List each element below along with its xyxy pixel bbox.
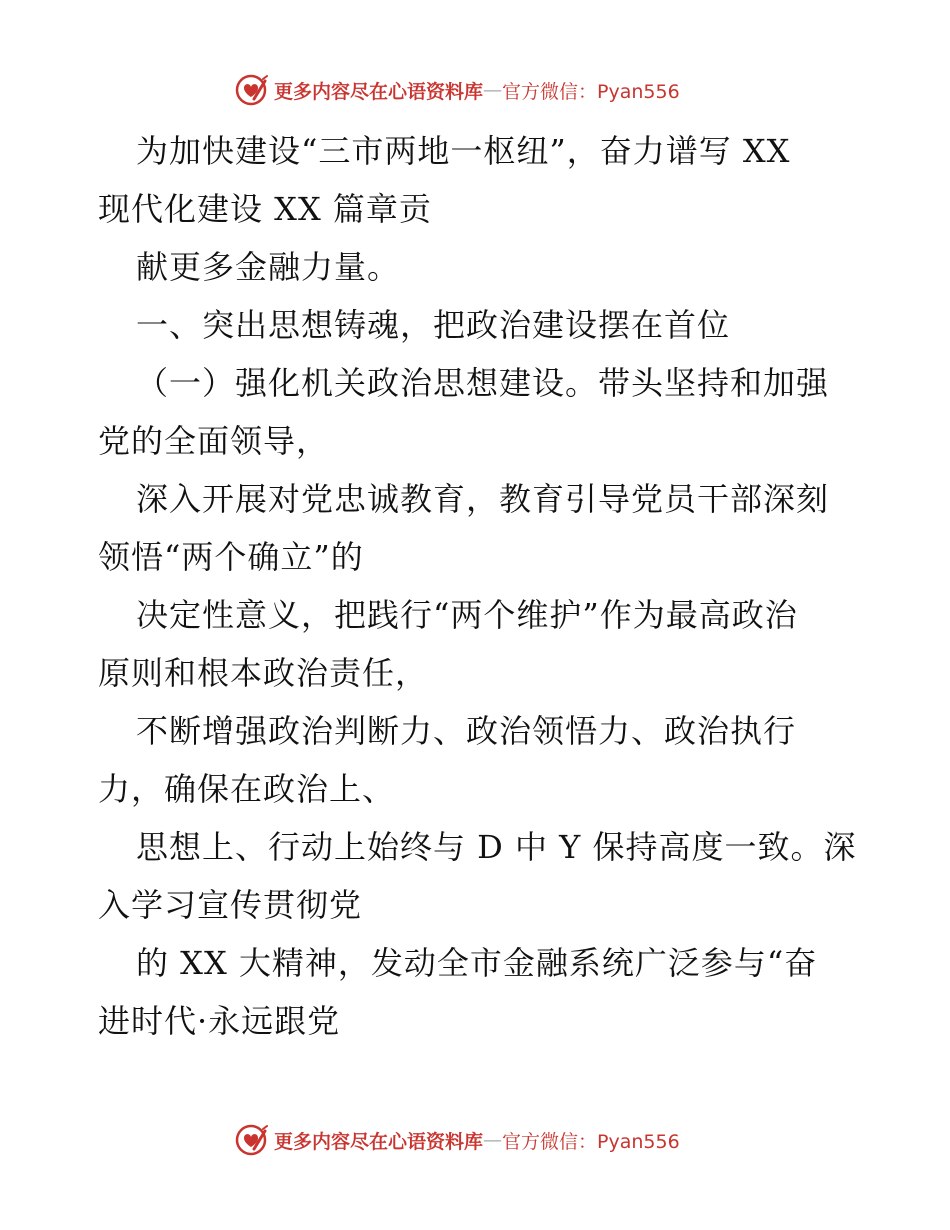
banner-site-name: 更多内容尽在心语资料库: [274, 1130, 484, 1153]
text-line: （一）强化机关政治思想建设。带头坚持和加强: [136, 364, 830, 402]
banner-wechat-info: 官方微信：Pyan556: [502, 1130, 680, 1153]
text-line: 现代化建设 XX 篇章贡: [98, 190, 432, 228]
text-line: 入学习宣传贯彻党: [98, 886, 363, 924]
text-line: 献更多金融力量。: [136, 248, 401, 286]
banner-separator: —: [483, 79, 503, 101]
heart-pen-logo-icon: [234, 1123, 268, 1157]
text-line: 原则和根本政治责任，: [98, 654, 429, 692]
text-line: 的 XX 大精神，发动全市金融系统广泛参与“奋: [136, 944, 818, 982]
footer-banner: [234, 1122, 680, 1158]
banner-wechat-info: 官方微信：Pyan556: [502, 80, 680, 103]
text-line: 思想上、行动上始终与 D 中 Y 保持高度一致。深: [136, 828, 857, 866]
section-heading: 一、突出思想铸魂，把政治建设摆在首位: [136, 306, 731, 344]
heart-pen-logo-icon: [234, 73, 268, 107]
text-line: 领悟“两个确立”的: [98, 538, 364, 576]
text-line: 力，确保在政治上、: [98, 770, 396, 808]
banner-separator: —: [483, 1129, 503, 1151]
text-line: 党的全面领导，: [98, 422, 330, 460]
text-line: 深入开展对党忠诚教育，教育引导党员干部深刻: [136, 480, 830, 518]
text-line: 不断增强政治判断力、政治领悟力、政治执行: [136, 712, 797, 750]
text-line: 决定性意义，把践行“两个维护”作为最高政治: [136, 596, 798, 634]
text-line: 进时代·永远跟党: [98, 1002, 341, 1040]
text-line: 为加快建设“三市两地一枢纽”，奋力谱写 XX: [136, 132, 791, 170]
banner-site-name: 更多内容尽在心语资料库: [274, 80, 484, 103]
header-banner: [234, 72, 680, 108]
document-body: [98, 122, 858, 1050]
